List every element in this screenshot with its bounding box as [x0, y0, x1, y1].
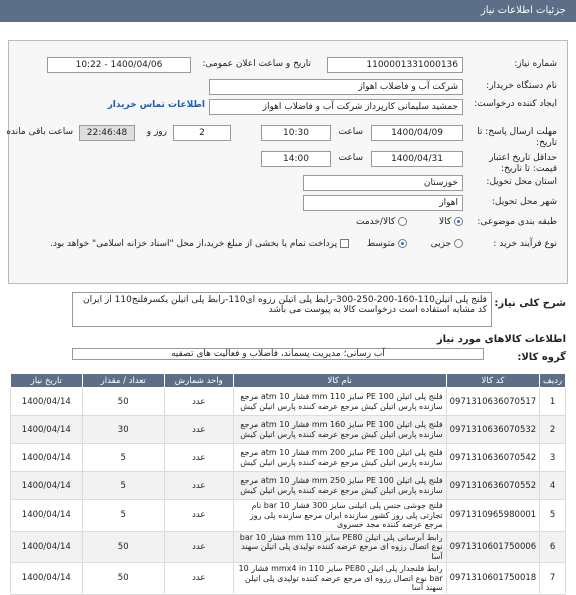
validity-time-label: ساعت [338, 153, 363, 163]
radio-selected-icon[interactable] [454, 217, 463, 226]
goods-section-title: اطلاعات کالاهای مورد نیاز [436, 334, 566, 345]
description-label: شرح کلی نیاز: [494, 298, 566, 309]
buyer-label: نام دستگاه خریدار: [486, 81, 557, 91]
creator-label: ایجاد کننده درخواست: [474, 99, 557, 109]
row-name: فلنج جوشی جنس پلی اتیلنی سایز 300 فشار 10 bar نام تجارتی پلی روز کشور سازنده ایران مرجع سازنده پلی روز مرجع عرضه کننده مجد خسروی [233, 500, 446, 532]
row-qty: 50 [82, 563, 164, 595]
page-header [0, 0, 576, 22]
row-name: فلنج پلی اتیلن PE 100 سایز 200 mm فشار 10 atm مرجع سازنده پارس اتیلن کیش مرجع عرضه کننده پارس اتیلن کیش [233, 444, 446, 472]
days-label: روز و [146, 127, 167, 137]
row-unit: عدد [164, 563, 233, 595]
row-date: 1400/04/14 [11, 416, 83, 444]
need-details-panel [8, 40, 568, 284]
row-date: 1400/04/14 [11, 444, 83, 472]
row-date: 1400/04/14 [11, 388, 83, 416]
remaining-time-field: 22:46:48 [79, 125, 135, 141]
treasury-payment-option[interactable]: پرداخت تمام یا بخشی از مبلغ خرید،از محل "اسناد خزانه اسلامی" خواهد بود. [50, 239, 349, 249]
row-date: 1400/04/14 [11, 472, 83, 500]
deadline-time-label: ساعت [338, 127, 363, 137]
deadline-date-field[interactable]: 1400/04/09 [371, 125, 463, 141]
row-unit: عدد [164, 388, 233, 416]
row-unit: عدد [164, 444, 233, 472]
validity-date-field[interactable]: 1400/04/31 [371, 151, 463, 167]
purchase-option-minor[interactable]: جزیی [431, 239, 463, 249]
row-index: 1 [540, 388, 566, 416]
table-row[interactable] [11, 500, 566, 532]
category-option-goods[interactable]: کالا [439, 217, 463, 227]
row-name: رابط فلنجدار پلی اتیلن PE80 سایز 110 mmx4 in فشار 10 bar نوع اتصال رزوه ای مرجع عرضه کننده تولیدی پلی اتیلن سهند آسا [233, 563, 446, 595]
row-name: رابط آبرسانی پلی اتیلن PE80 سایز 110 mm فشار 10 bar نوع اتصال رزوه ای مرجع عرضه کننده تولیدی پلی اتیلن سهند آسا [233, 531, 446, 563]
row-index: 4 [540, 472, 566, 500]
row-qty: 5 [82, 472, 164, 500]
radio-icon[interactable] [398, 217, 407, 226]
row-index: 5 [540, 500, 566, 532]
row-index: 2 [540, 416, 566, 444]
row-name: فلنج پلی اتیلن PE 100 سایز 250 mm فشار 10 atm مرجع سازنده پارس اتیلن کیش مرجع عرضه کننده پارس اتیلن کیش [233, 472, 446, 500]
deadline-time-field[interactable]: 10:30 [261, 125, 331, 141]
table-row[interactable] [11, 416, 566, 444]
city-field[interactable]: اهواز [303, 195, 463, 211]
row-name: فلنج پلی اتیلن PE 100 سایز 110 mm فشار 10 atm مرجع سازنده پارس اتیلن کیش مرجع عرضه کننده پارس اتیلن کیش [233, 388, 446, 416]
column-header-index: ردیف [540, 374, 566, 388]
table-header-row [11, 374, 566, 388]
table-row[interactable] [11, 444, 566, 472]
description-field[interactable]: فلنج پلی اتیلن110-160-200-250-300-رابط پلی اتیلن رزوه ای110-رابط پلی اتیلن یکسرفلنج110 از ایران کد مشابه استفاده است درخواست کالا به پیوست می باشد [72, 292, 492, 327]
buyer-contact-link[interactable]: اطلاعات تماس خریدار [107, 100, 205, 110]
table-row[interactable] [11, 531, 566, 563]
province-label: استان محل تحویل: [486, 177, 557, 187]
row-date: 1400/04/14 [11, 531, 83, 563]
row-code: 0971310636070552 [446, 472, 540, 500]
validity-label: حداقل تاریخ اعتبار قیمت: تا تاریخ: [489, 153, 557, 174]
column-header-code: کد کالا [446, 374, 540, 388]
row-index: 6 [540, 531, 566, 563]
validity-time-field[interactable]: 14:00 [261, 151, 331, 167]
goods-group-label: گروه کالا: [517, 352, 566, 363]
province-field[interactable]: خوزستان [303, 175, 463, 191]
row-code: 0971310636070532 [446, 416, 540, 444]
goods-table [10, 373, 566, 595]
purchase-type-label: نوع فرآیند خرید : [493, 239, 557, 249]
creator-field[interactable]: جمشید سلیمانی کارپرداز شرکت آب و فاضلاب اهواز [209, 99, 463, 115]
row-index: 3 [540, 444, 566, 472]
row-unit: عدد [164, 416, 233, 444]
city-label: شهر محل تحویل: [491, 197, 557, 207]
row-unit: عدد [164, 500, 233, 532]
row-qty: 50 [82, 531, 164, 563]
row-qty: 5 [82, 500, 164, 532]
remaining-time-label: ساعت باقی مانده [6, 127, 73, 137]
column-header-name: نام کالا [233, 374, 446, 388]
table-row[interactable] [11, 563, 566, 595]
radio-icon[interactable] [454, 239, 463, 248]
row-qty: 50 [82, 388, 164, 416]
page-title: جزئیات اطلاعات نیاز [480, 5, 566, 16]
table-row[interactable] [11, 388, 566, 416]
row-qty: 5 [82, 444, 164, 472]
category-label: طبقه بندی موضوعی: [477, 217, 557, 227]
row-code: 0971310636070542 [446, 444, 540, 472]
row-code: 0971310965980001 [446, 500, 540, 532]
row-code: 0971310636070517 [446, 388, 540, 416]
deadline-label: مهلت ارسال پاسخ: تا تاریخ: [477, 127, 557, 148]
row-unit: عدد [164, 531, 233, 563]
goods-group-field[interactable]: آب رسانی؛ مدیریت پسماند، فاضلاب و فعالیت های تصفیه [72, 348, 484, 360]
announce-label: تاریخ و ساعت اعلان عمومی: [202, 59, 311, 69]
row-name: فلنج پلی اتیلن PE 100 سایز 160 mm فشار 10 atm مرجع سازنده پارس اتیلن کیش مرجع عرضه کننده پارس اتیلن کیش [233, 416, 446, 444]
row-code: 0971310601750018 [446, 563, 540, 595]
announce-field[interactable]: 1400/04/06 - 10:22 [47, 57, 191, 73]
category-option-goods-service[interactable]: کالا/خدمت [356, 217, 407, 227]
column-header-unit: واحد شمارش [164, 374, 233, 388]
need-number-field[interactable]: 1100001331000136 [327, 57, 463, 73]
row-qty: 30 [82, 416, 164, 444]
row-index: 7 [540, 563, 566, 595]
row-code: 0971310601750006 [446, 531, 540, 563]
row-unit: عدد [164, 472, 233, 500]
purchase-option-medium[interactable]: متوسط [367, 239, 407, 249]
checkbox-icon[interactable] [340, 239, 349, 248]
radio-selected-icon[interactable] [398, 239, 407, 248]
table-row[interactable] [11, 472, 566, 500]
column-header-date: تاریخ نیاز [11, 374, 83, 388]
days-remaining-field[interactable]: 2 [173, 125, 231, 141]
need-number-label: شماره نیاز: [514, 59, 557, 69]
column-header-qty: تعداد / مقدار [82, 374, 164, 388]
row-date: 1400/04/14 [11, 500, 83, 532]
buyer-field[interactable]: شرکت آب و فاضلاب اهواز [209, 79, 463, 95]
row-date: 1400/04/14 [11, 563, 83, 595]
